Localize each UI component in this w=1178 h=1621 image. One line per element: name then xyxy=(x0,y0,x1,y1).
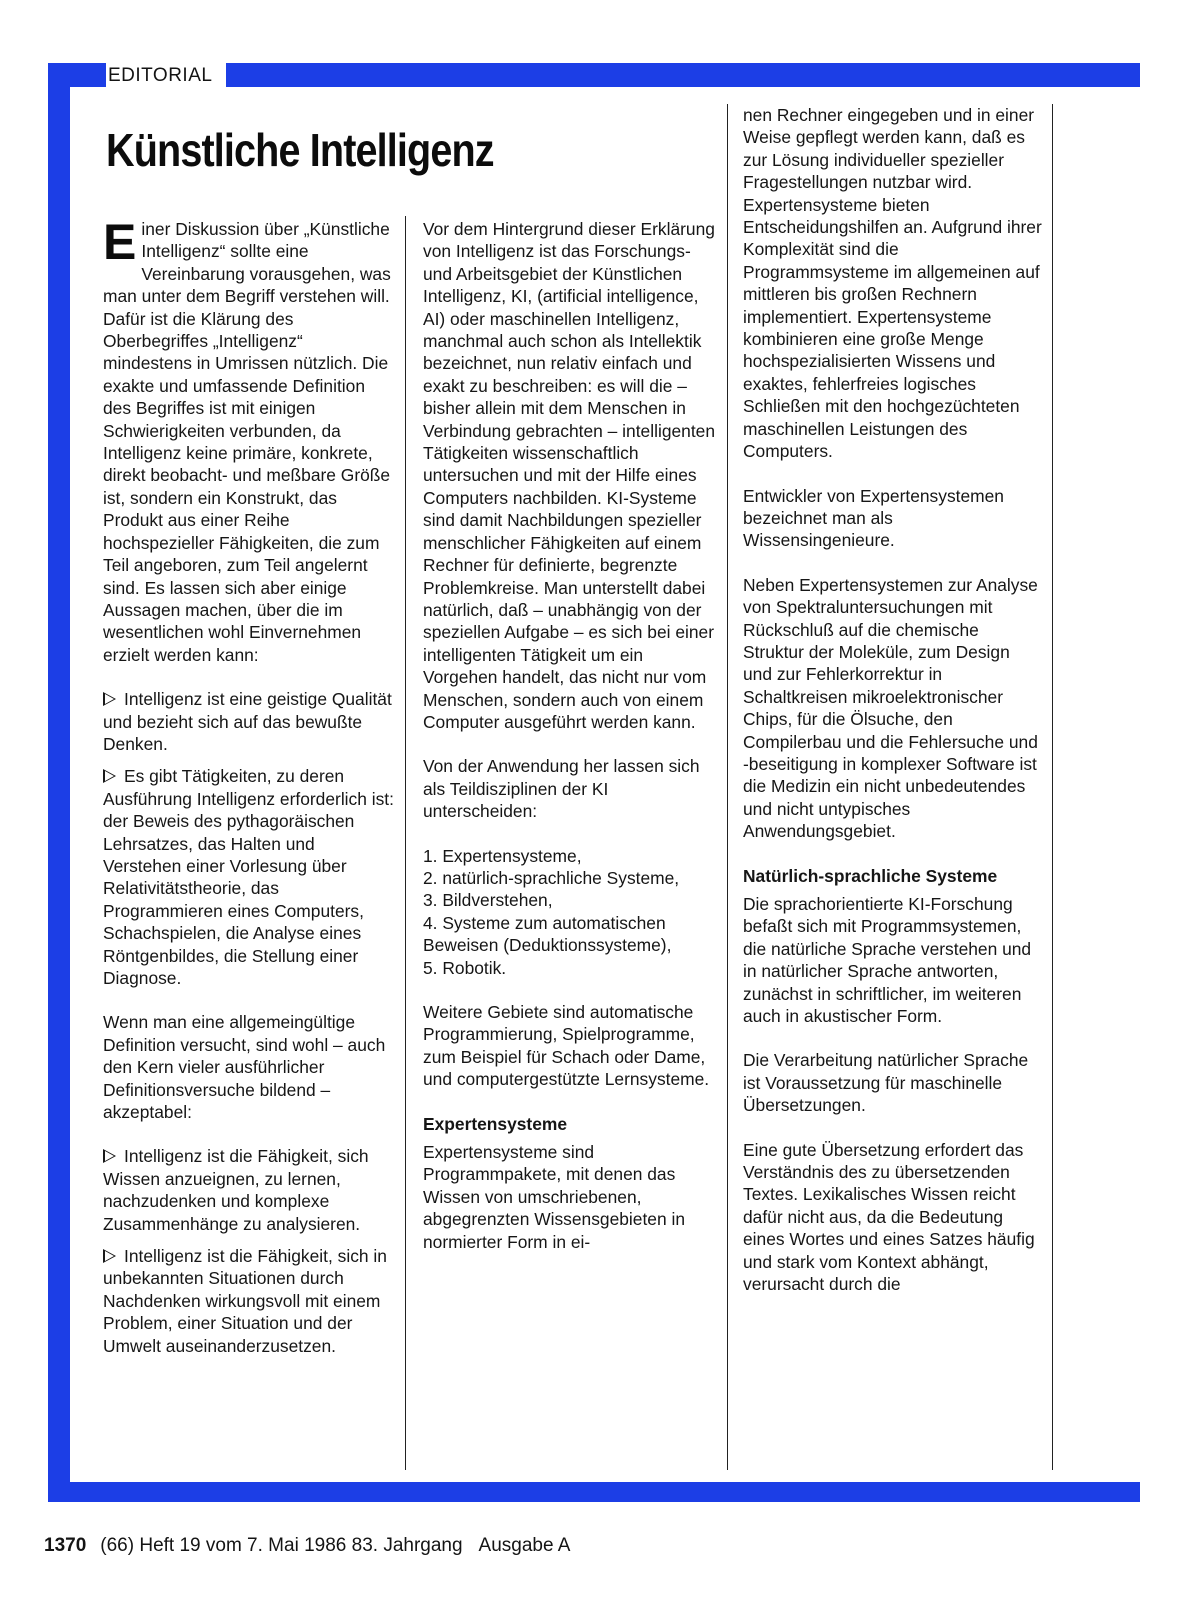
column-rule xyxy=(405,216,406,1470)
bullet-item xyxy=(103,1245,395,1357)
bullet-item xyxy=(103,688,395,755)
column-3 xyxy=(743,104,1043,1296)
column-2 xyxy=(423,218,719,1253)
issue-info: (66) Heft 19 vom 7. Mai 1986 83. Jahrgang xyxy=(100,1535,463,1556)
paragraph: Die Verarbeitung natürlicher Sprache ist Voraussetzung für maschinelle Übersetzungen. xyxy=(743,1050,1029,1116)
bullet-item xyxy=(103,765,395,989)
bottom-color-bar xyxy=(48,1482,1140,1502)
bullet-text: Intelligenz ist eine geistige Qualität und bezieht sich auf das bewußte Denken. xyxy=(103,689,392,754)
section-label: EDITORIAL xyxy=(108,65,213,86)
header-color-bar xyxy=(226,63,1140,87)
list-item: 5. Robotik. xyxy=(423,957,507,978)
page-number: 1370 xyxy=(44,1535,87,1556)
column-rule xyxy=(1052,104,1053,1470)
paragraph: Expertensysteme sind Programmpakete, mit denen das Wissen von umschriebenen, abgegrenzten Wissensgebieten in normierter Form in ei- xyxy=(423,1142,685,1252)
paragraph: Die sprachorientierte KI-Forschung befaßt sich mit Programmsystemen, die natürliche Sprache verstehen und in natürlicher Sprache antworten, zunächst in schriftlicher, im weiteren auch in akustischer Form. xyxy=(743,894,1032,1027)
bullet-text: Intelligenz ist die Fähigkeit, sich Wissen anzueignen, zu lernen, nachzudenken und komplexe Zusammenhänge zu analysieren. xyxy=(103,1146,369,1234)
edition-info: Ausgabe A xyxy=(478,1535,571,1556)
subdiscipline-list xyxy=(423,845,719,979)
paragraph: Von der Anwendung her lassen sich als Teildisziplinen der KI unterscheiden: xyxy=(423,756,700,822)
list-item: 2. natürlich-sprachliche Systeme, xyxy=(423,867,680,888)
article-title: Künstliche Intelligenz xyxy=(106,124,494,176)
subheading: Expertensysteme xyxy=(423,1113,568,1134)
paragraph: nen Rechner eingegeben und in einer Weise gepflegt werden kann, daß es zur Lösung individueller spezieller Fragestellungen nutzbar wird. Expertensysteme bieten Entscheidungshilfen an. Aufgrund ihrer Komplexität sind die Programmsysteme im allgemeinen auf mittleren bis großen Rechnern implementiert. Expertensysteme kombinieren eine große Menge hochspezialisierten Wissens und exaktes, fehlerfreies logisches Schließen mit den hochgezüchteten maschinellen Leistungen des Computers. xyxy=(743,105,1042,462)
column-1 xyxy=(103,214,395,1357)
list-item: 4. Systeme zum automatischen Beweisen (Deduktionssysteme), xyxy=(423,912,672,956)
paragraph: Eine gute Übersetzung erfordert das Verständnis des zu übersetzenden Textes. Lexikalisches Wissen reicht dafür nicht aus, da die Bedeutung eines Wortes und eines Satzes häufig und stark vom Kontext abhängt, verursacht durch die xyxy=(743,1139,1035,1295)
list-item: 3. Bildverstehen, xyxy=(423,890,553,911)
triangle-bullet-icon xyxy=(103,692,116,706)
left-color-bar xyxy=(48,63,70,1502)
paragraph: Weitere Gebiete sind automatische Programmierung, Spielprogramme, zum Beispiel für Schach oder Dame, und computergestützte Lernsysteme. xyxy=(423,1002,710,1090)
bullet-text: Intelligenz ist die Fähigkeit, sich in unbekannten Situationen durch Nachdenken wirkungsvoll mit einem Problem, einer Situation und der Umwelt auseinanderzusetzen. xyxy=(103,1246,387,1356)
triangle-bullet-icon xyxy=(103,1249,116,1263)
subheading: Natürlich-sprachliche Systeme xyxy=(743,865,998,886)
paragraph xyxy=(103,214,395,666)
page-footer xyxy=(44,1535,570,1557)
paragraph: Entwickler von Expertensystemen bezeichnet man als Wissensingenieure. xyxy=(743,485,1004,551)
paragraph-text: iner Diskussion über „Künstliche Intelligenz“ sollte eine Vereinbarung vorausgehen, was man unter dem Begriff verstehen will. Dafür ist die Klärung des Oberbegriffes „Intelligenz“ mindestens in Umrissen nützlich. Die exakte und umfassende Definition des Begriffes ist mit einigen Schwierigkeiten verbunden, da Intelligenz keine primäre, konkrete, direkt beobacht- und meßbare Größe ist, sondern ein Konstrukt, das Produkt aus einer Reihe hochspezieller Fähigkeiten, die zum Teil angeboren, zum Teil angelernt sind. Es lassen sich aber einige Aussagen machen, über die im wesentlichen wohl Einvernehmen erzielt werden kann: xyxy=(103,219,391,665)
triangle-bullet-icon xyxy=(103,1149,116,1163)
paragraph: Vor dem Hintergrund dieser Erklärung von Intelligenz ist das Forschungs- und Arbeitsgebiet der Künstlichen Intelligenz, KI, (artificial intelligence, AI) oder maschinellen Intelligenz, manchmal auch schon als Intellektik bezeichnet, nun relativ einfach und exakt zu beschreiben: es will die – bisher allein mit dem Menschen in Verbindung gebrachten – intelligenten Tätigkeiten wissenschaftlich untersuchen und mit der Hilfe eines Computers nachbilden. KI-Systeme sind damit Nachbildungen spezieller menschlicher Fähigkeiten auf einem Rechner für definierte, begrenzte Problemkreise. Man unterstellt dabei natürlich, daß – unabhängig von der speziellen Aufgabe – es sich bei einer intelligenten Tätigkeit um ein Vorgehen handelt, das nicht nur vom Menschen, sondern auch von einem Computer ausgeführt werden kann. xyxy=(423,219,716,732)
triangle-bullet-icon xyxy=(103,769,116,783)
paragraph: Wenn man eine allgemeingültige Definition versucht, sind wohl – auch den Kern vieler ausführlicher Definitionsversuche bildend – akzeptabel: xyxy=(103,1012,386,1123)
bullet-item xyxy=(103,1145,395,1235)
drop-cap: E xyxy=(103,214,137,270)
bullet-text: Es gibt Tätigkeiten, zu deren Ausführung Intelligenz erforderlich ist: der Beweis des pythagoräischen Lehrsatzes, das Halten und Verstehen einer Vorlesung über Relativitätstheorie, das Programmieren eines Computers, Schachspielen, die Analyse eines Röntgenbildes, die Stellung einer Diagnose. xyxy=(103,766,394,988)
column-rule xyxy=(727,104,728,1470)
list-item: 1. Expertensysteme, xyxy=(423,845,582,866)
paragraph: Neben Expertensystemen zur Analyse von Spektraluntersuchungen mit Rückschluß auf die chemische Struktur der Moleküle, zum Design und zur Fehlerkorrektur in Schaltkreisen mikroelektronischer Chips, für die Ölsuche, den Compilerbau und die Fehlersuche und -beseitigung in komplexer Software ist die Medizin ein nicht unbedeutendes und nicht untypisches Anwendungsgebiet. xyxy=(743,574,1038,842)
